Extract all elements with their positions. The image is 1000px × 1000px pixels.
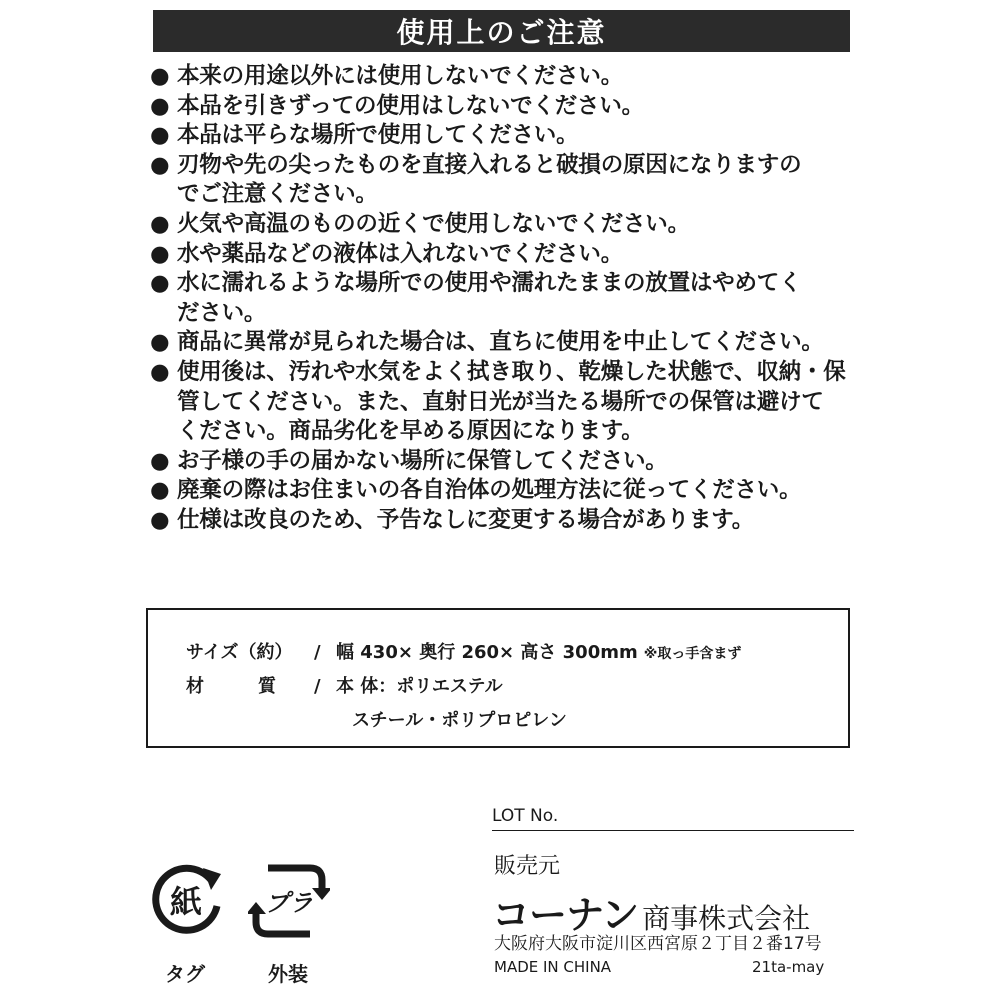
bullet-icon: ● (150, 270, 170, 297)
note-text: 火気や高温のものの近くで使用しないでください。 (177, 210, 690, 237)
note-text: 水や薬品などの液体は入れないでください。 (177, 240, 624, 267)
outer-label: 外装 (268, 962, 308, 986)
bullet-icon: ● (150, 122, 170, 149)
bullet-icon: ● (150, 92, 170, 119)
tag-label: タグ (165, 962, 205, 986)
caution-title: 使用上のご注意 (153, 10, 850, 52)
material-row (186, 672, 503, 698)
company-suffix: 商事株式会社 (642, 902, 811, 935)
list-item (150, 210, 850, 240)
bullet-icon: ● (150, 240, 170, 267)
list-item (150, 92, 850, 122)
bullet-icon: ● (150, 329, 170, 356)
bullet-icon: ● (150, 447, 170, 474)
paper-mark-text: 紙 (169, 883, 203, 921)
bullet-icon: ● (150, 358, 170, 385)
note-text: 刃物や先の尖ったものを直接入れると破損の原因になりますの でご注意ください。 (177, 151, 802, 208)
note-text: 仕様は改良のため、予告なしに変更する場合があります。 (177, 506, 755, 533)
list-item (150, 121, 850, 151)
note-text: 商品に異常が見られた場合は、直ちに使用を中止してください。 (177, 329, 824, 356)
lot-code: 21ta-may (752, 958, 825, 976)
bullet-icon: ● (150, 477, 170, 504)
material-label: 材 質 (186, 676, 276, 697)
list-item (150, 447, 850, 477)
size-label: サイズ（約） (186, 642, 293, 663)
plastic-recycle-icon (248, 860, 330, 942)
note-text: 使用後は、汚れや水気をよく拭き取り、乾燥した状態で、収納・保 管してください。また、直射日光が当たる場所での保管は避けて ください。商品劣化を早める原因になります。 (177, 358, 846, 445)
list-item (150, 506, 850, 536)
caution-list (150, 62, 850, 536)
list-item (150, 476, 850, 506)
note-text: 本品は平らな場所で使用してください。 (177, 122, 579, 149)
material-separator: / (314, 676, 321, 697)
spec-box (146, 608, 850, 748)
note-text: 水に濡れるような場所での使用や濡れたままの放置はやめてく ださい。 (177, 270, 802, 326)
lot-number-field: LOT No. (492, 806, 854, 831)
material-value-2: スチール・ポリプロピレン (352, 710, 567, 731)
paper-recycle-icon (145, 860, 227, 942)
bullet-icon: ● (150, 506, 170, 533)
list-item (150, 328, 850, 358)
note-text: 本品を引きずっての使用はしないでください。 (177, 92, 644, 119)
note-text: 廃棄の際はお住まいの各自治体の処理方法に従ってください。 (177, 477, 802, 504)
size-row (186, 638, 741, 664)
note-text: 本来の用途以外には使用しないでください。 (177, 63, 624, 89)
seller-label: 販売元 (494, 854, 561, 879)
note-text: お子様の手の届かない場所に保管してください。 (177, 447, 668, 474)
size-note: ※取っ手含まず (643, 646, 742, 662)
origin-text: MADE IN CHINA (494, 958, 612, 976)
plastic-mark-text: プラ (265, 889, 313, 917)
size-value: 幅 430× 奥行 260× 高さ 300mm (336, 642, 638, 663)
bullet-icon: ● (150, 151, 170, 178)
list-item (150, 62, 850, 92)
list-item (150, 240, 850, 270)
bullet-icon: ● (150, 210, 170, 237)
list-item (150, 358, 850, 447)
company-logo-text: コーナン (492, 893, 639, 937)
company-address: 大阪府大阪市淀川区西宮原２丁目２番17号 (494, 934, 822, 954)
material-value: 本 体：ポリエステル (336, 676, 503, 697)
list-item (150, 269, 850, 328)
bullet-icon: ● (150, 63, 170, 89)
size-separator: / (314, 642, 321, 663)
list-item (150, 151, 850, 210)
material-row-continued (352, 706, 567, 732)
